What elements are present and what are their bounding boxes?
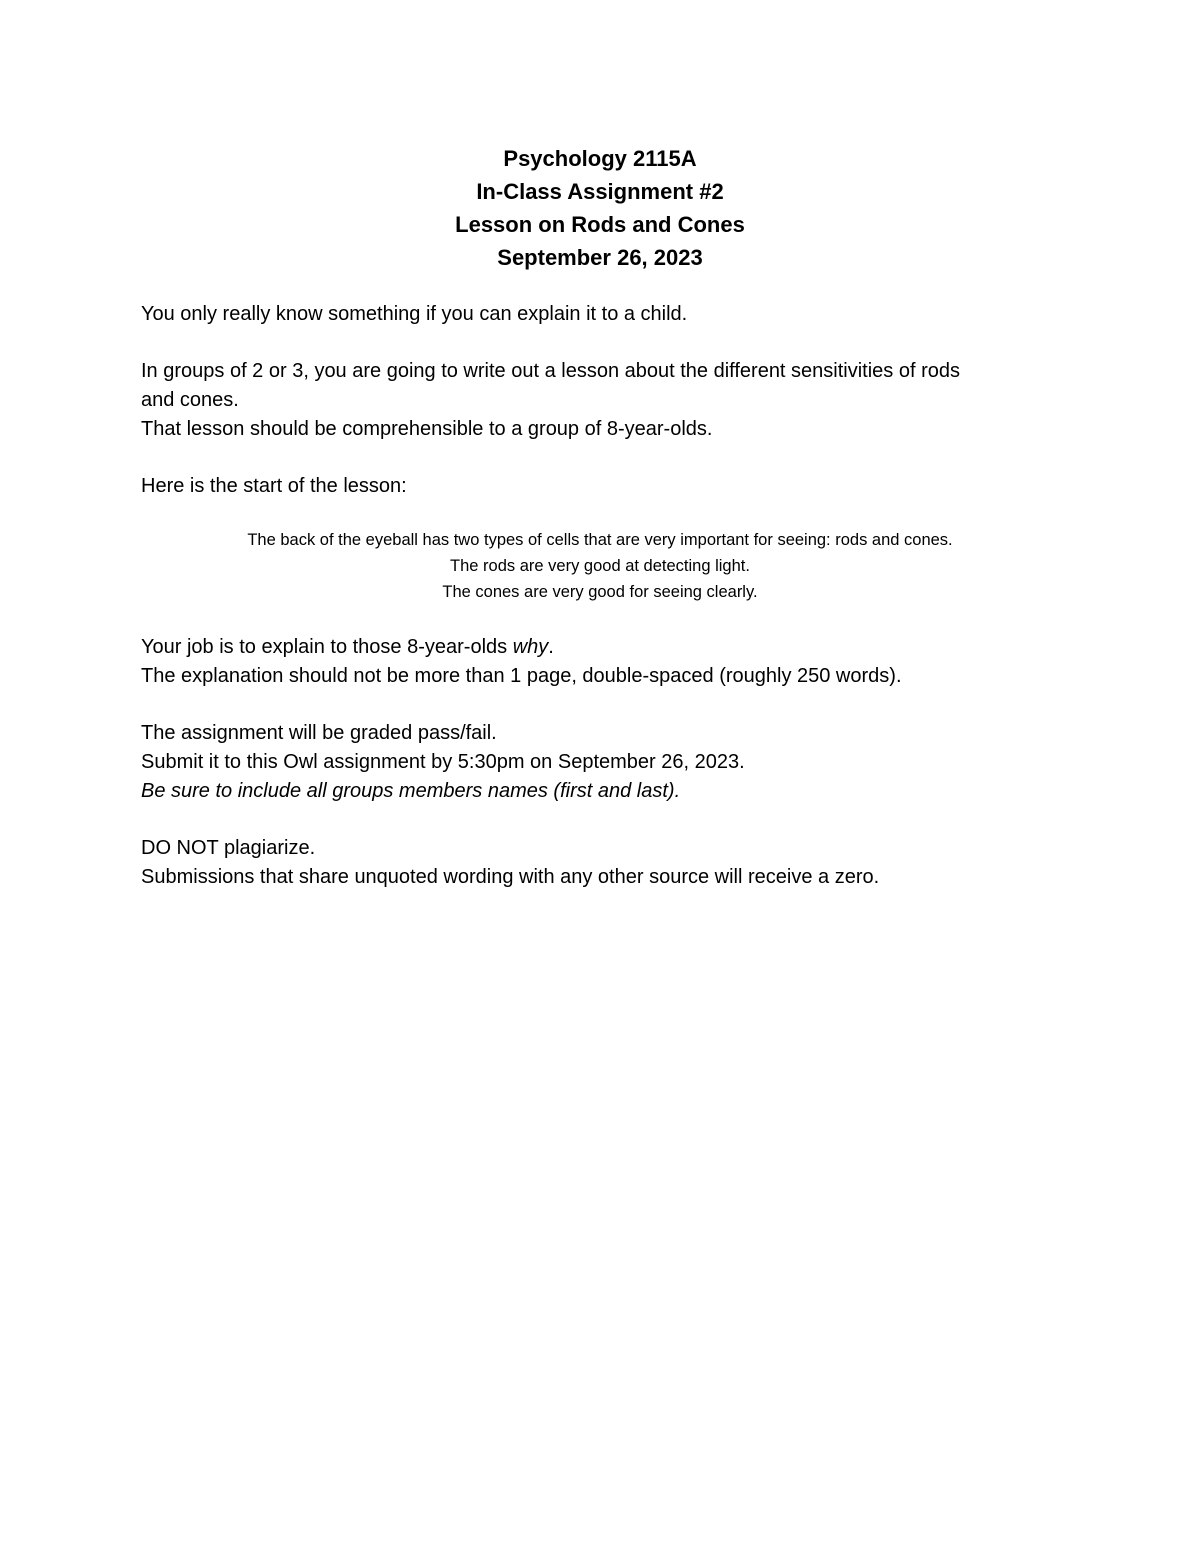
lesson-start-label: Here is the start of the lesson: (141, 475, 407, 497)
instructions-line-3: That lesson should be comprehensible to a group of 8-year-olds. (141, 418, 713, 440)
document-body (141, 300, 1061, 920)
lesson-title: Lesson on Rods and Cones (455, 212, 745, 237)
lesson-quote-block (0, 527, 1200, 605)
lesson-start-paragraph (141, 472, 1061, 501)
assignment-title: In-Class Assignment #2 (476, 179, 724, 204)
plagiarism-line-1: DO NOT plagiarize. (141, 837, 316, 859)
lesson-quote-line-1: The back of the eyeball has two types of cells that are very important for seeing: rods and cones. (247, 531, 953, 549)
grading-line-2: Submit it to this Owl assignment by 5:30pm on September 26, 2023. (141, 751, 745, 773)
grading-paragraph (141, 719, 1061, 806)
grading-names-note: Be sure to include all groups members names (first and last). (141, 780, 681, 802)
job-line-1-suffix: . (548, 636, 554, 658)
plagiarism-paragraph (141, 834, 1061, 892)
lesson-quote-line-2: The rods are very good at detecting light. (450, 557, 750, 575)
intro-line: You only really know something if you can explain it to a child. (141, 303, 688, 325)
assignment-date: September 26, 2023 (497, 245, 703, 270)
job-paragraph (141, 633, 1061, 691)
document-header (0, 142, 1200, 274)
lesson-quote-line-3: The cones are very good for seeing clearly. (442, 583, 758, 601)
intro-paragraph (141, 300, 1061, 329)
job-line-1 (141, 633, 1061, 662)
plagiarism-line-2: Submissions that share unquoted wording with any other source will receive a zero. (141, 866, 880, 888)
grading-line-1: The assignment will be graded pass/fail. (141, 722, 497, 744)
job-line-1-emphasis: why (512, 636, 549, 658)
instructions-line-2: and cones. (141, 389, 239, 411)
grading-line-3 (141, 777, 1061, 806)
job-line-1-prefix: Your job is to explain to those 8-year-olds (141, 636, 513, 658)
course-title: Psychology 2115A (503, 146, 697, 171)
instructions-paragraph (141, 357, 1061, 444)
job-line-2: The explanation should not be more than 1 page, double-spaced (roughly 250 words). (141, 665, 902, 687)
instructions-line-1: In groups of 2 or 3, you are going to write out a lesson about the different sensitivities of rods (141, 360, 961, 382)
